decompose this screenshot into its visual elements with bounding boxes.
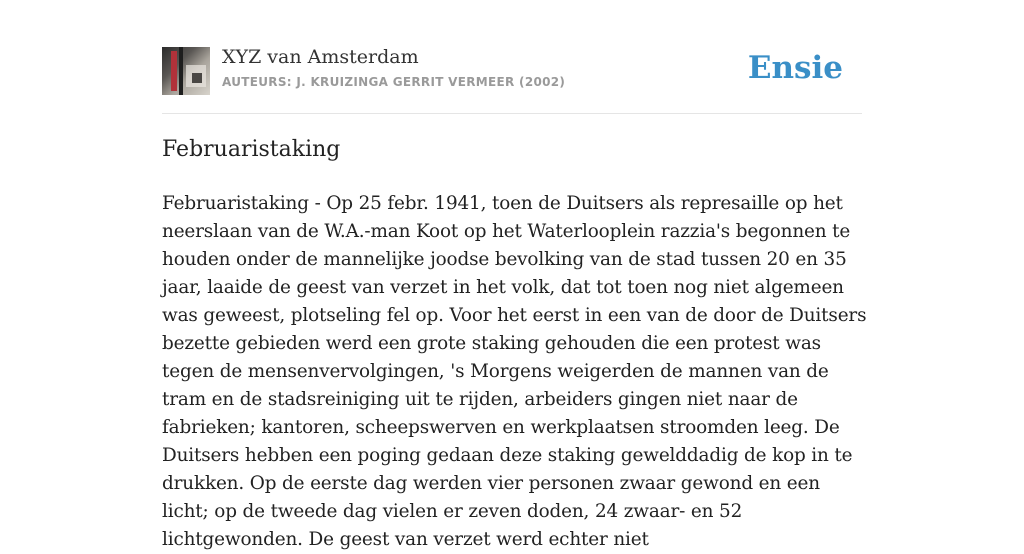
source-header	[162, 46, 862, 96]
source-avatar[interactable]	[162, 47, 210, 95]
article-body: Februaristaking - Op 25 febr. 1941, toen de Duitsers als represaille op het neerslaan van de W.A.-man Koot op het Waterlooplein razzia's begonnen te houden onder de mannelijke joodse bevolking van de stad tussen 20 en 35 jaar, laaide de geest van verzet in het volk, dat tot toen nog niet algemeen was geweest, plotseling fel op. Voor het eerst in een van de door de Duitsers bezette gebieden werd een grote staking gehouden die een protest was tegen de mensenvervolgingen, 's Morgens weigerden de mannen van de tram en de stadsreiniging uit te rijden, arbeiders gingen niet naar de fabrieken; kantoren, scheepswerven en werkplaatsen stroomden leeg. De Duitsers hebben een poging gedaan deze staking gewelddadig de kop in te drukken. Op de eerste dag werden vier personen zwaar gewond en een licht; op de tweede dag vielen er zeven doden, 24 zwaar- en 52 lichtgewonden. De geest van verzet werd echter niet	[162, 193, 867, 550]
article-title: Februaristaking	[162, 137, 341, 162]
header-divider	[162, 113, 862, 114]
source-authors: AUTEURS: J. KRUIZINGA GERRIT VERMEER (2002)	[222, 75, 566, 89]
source-title[interactable]: XYZ van Amsterdam	[222, 46, 419, 68]
ensie-logo[interactable]: Ensie	[747, 50, 843, 86]
